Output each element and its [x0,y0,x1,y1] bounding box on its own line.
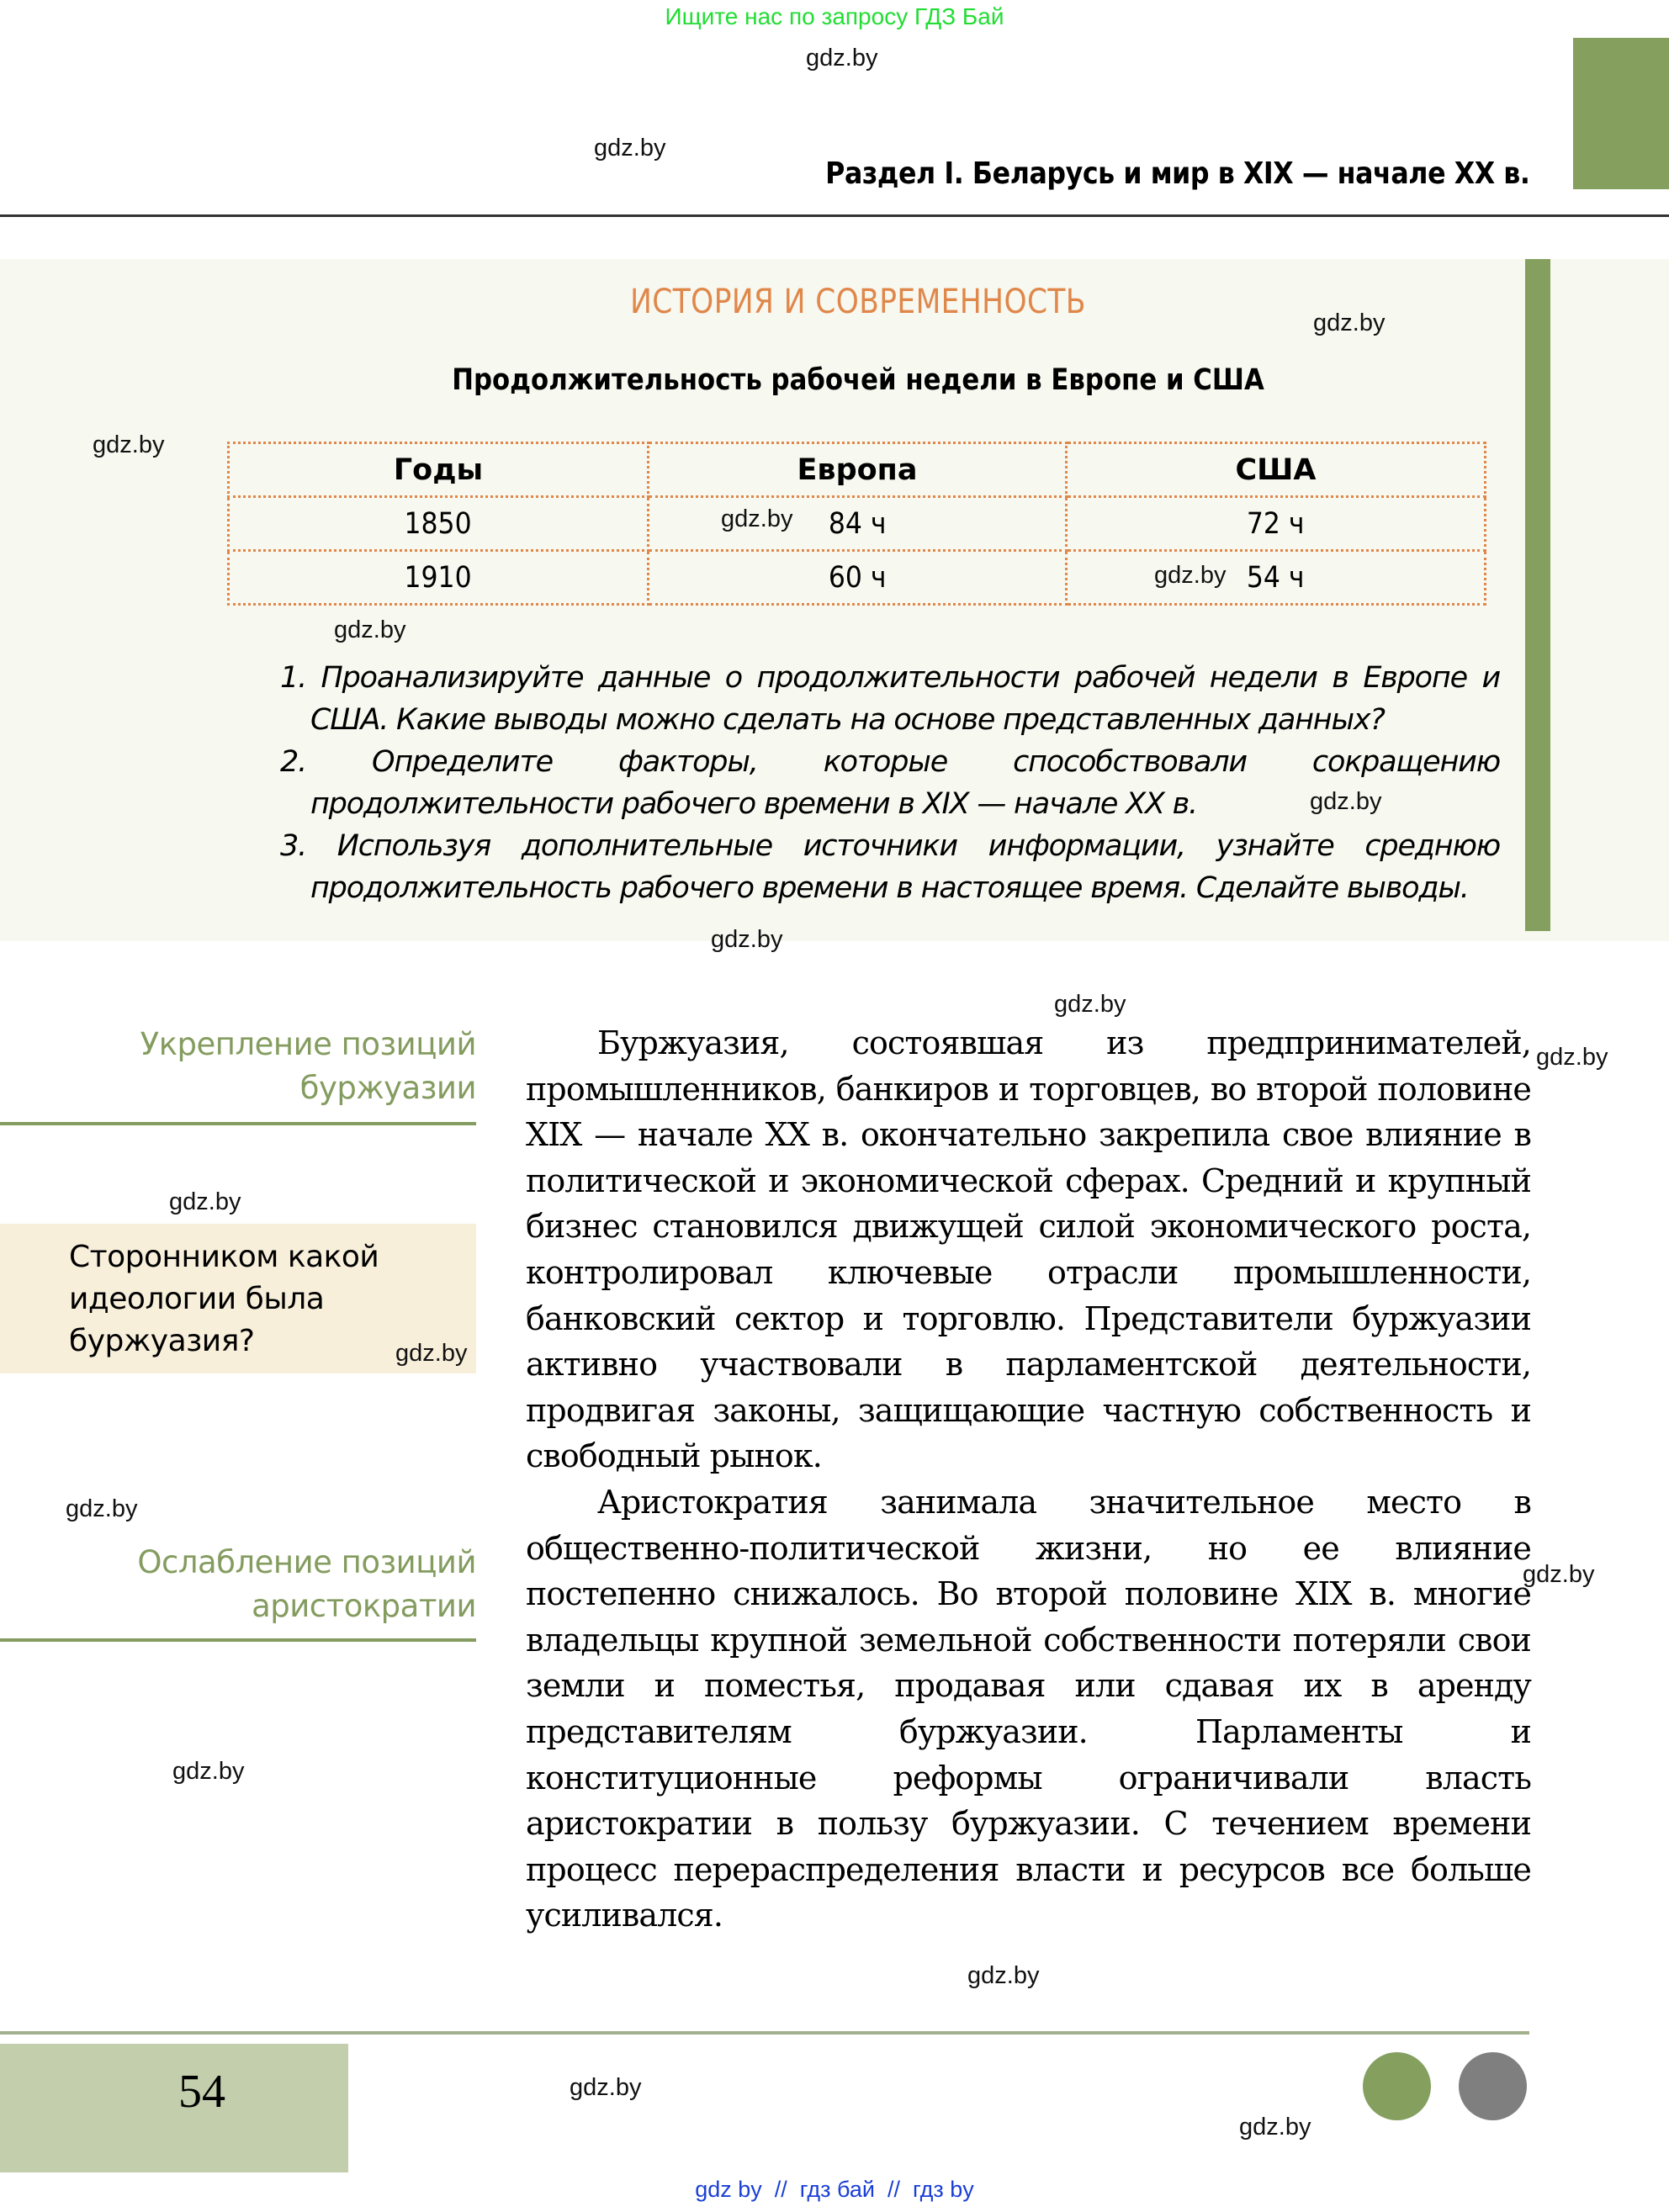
promo-banner: Ищите нас по запросу ГДЗ Бай [665,3,1004,29]
watermark: gdz.by [1054,991,1126,1018]
question-item: 2. Определите факторы, которые способствовали сокращению продолжительности рабочего времени в XIX — начале XX в. [280,745,1500,821]
table-cell-europe: 60 ч [648,551,1066,605]
watermark: gdz.by [66,1495,138,1522]
footer-divider [0,2031,1529,2035]
watermark: gdz.by [721,505,793,532]
main-text [526,1020,1531,1939]
table-cell-usa: 54 ч [1067,551,1486,605]
watermark: gdz.by [93,431,165,458]
watermark: gdz.by [172,1758,245,1785]
history-box-accent-bar [1525,259,1550,931]
col-header-years: Годы [229,443,649,497]
work-week-table [227,442,1486,606]
watermark: gdz.by [1239,2114,1311,2141]
table-cell-year: 1850 [229,497,649,551]
page-number: 54 [178,2066,225,2118]
question-list [280,657,1500,909]
paragraph-bourgeoisie: Буржуазия, состоявшая из предпринимателей, промышленников, банкиров и торговцев, во второй половине XIX — начале XX в. окончательно закрепила свое влияние в политической и экономической сферах. Средний и крупный бизнес становился движущей силой экономического роста, контролировал ключевые отрасли промышленности, банковский сектор и торговлю. Представители буржуазии активно участвовали в парламентской деятельности, продвигая законы, защищающие частную собственность и свободный рынок. [526,1024,1531,1475]
table-header-row [229,443,1486,497]
watermark: gdz.by [334,617,406,643]
table-row [229,551,1486,605]
corner-color-block [1573,38,1669,189]
sidebar-heading-underline [0,1638,476,1642]
paragraph-aristocracy: Аристократия занимала значительное место в общественно-политической жизни, но ее влияние постепенно снижалось. Во второй половине XIX в. многие владельцы крупной земельной собственности потеряли свои земли и поместья, продавая или сдавая их в аренду представителям буржуазии. Парламенты и конституционные реформы ограничивали власть аристократии в пользу буржуазии. С течением времени процесс перераспределения власти и ресурсов все больше усиливался. [526,1483,1531,1934]
header-divider [0,214,1669,217]
watermark: gdz.by [1310,788,1382,815]
watermark: gdz.by [1154,562,1227,589]
table-cell-usa: 72 ч [1067,497,1486,551]
watermark: gdz.by [806,45,878,71]
question-item: 1. Проанализируйте данные о продолжительности рабочей недели в Европе и США. Какие выводы можно сделать на основе представленных данных? [280,661,1500,737]
question-item: 3. Используя дополнительные источники информации, узнайте среднюю продолжительность рабочего времени в настоящее время. Сделайте выводы. [280,829,1500,905]
watermark: gdz.by [1313,310,1386,336]
footer-links[interactable]: gdz by // гдз бай // гдз by [695,2177,974,2202]
sidebar-heading-underline [0,1122,476,1125]
watermark: gdz.by [395,1340,468,1367]
sidebar-heading-bourgeoisie: Укрепление позиций буржуазии [140,1026,476,1106]
gray-circle-icon [1459,2052,1527,2120]
history-box-title: ИСТОРИЯ И СОВРЕМЕННОСТЬ [630,283,1086,321]
watermark: gdz.by [594,135,666,161]
sidebar-question-text: Сторонником какой идеологии была буржуазия? [69,1240,379,1358]
green-circle-icon [1363,2052,1431,2120]
watermark: gdz.by [1523,1561,1595,1588]
running-header: Раздел I. Беларусь и мир в XIX — начале XX в. [824,156,1529,191]
table-cell-europe: 84 ч [648,497,1066,551]
watermark: gdz.by [570,2074,642,2101]
table-row [229,497,1486,551]
sidebar-heading-aristocracy: Ослабление позиций аристократии [137,1544,476,1624]
col-header-europe: Европа [648,443,1066,497]
watermark: gdz.by [1536,1044,1608,1071]
table-title: Продолжительность рабочей недели в Европе и США [452,363,1264,397]
watermark: gdz.by [967,1962,1040,1989]
col-header-usa: США [1067,443,1486,497]
watermark: gdz.by [711,926,783,953]
table-cell-year: 1910 [229,551,649,605]
watermark: gdz.by [169,1188,241,1215]
